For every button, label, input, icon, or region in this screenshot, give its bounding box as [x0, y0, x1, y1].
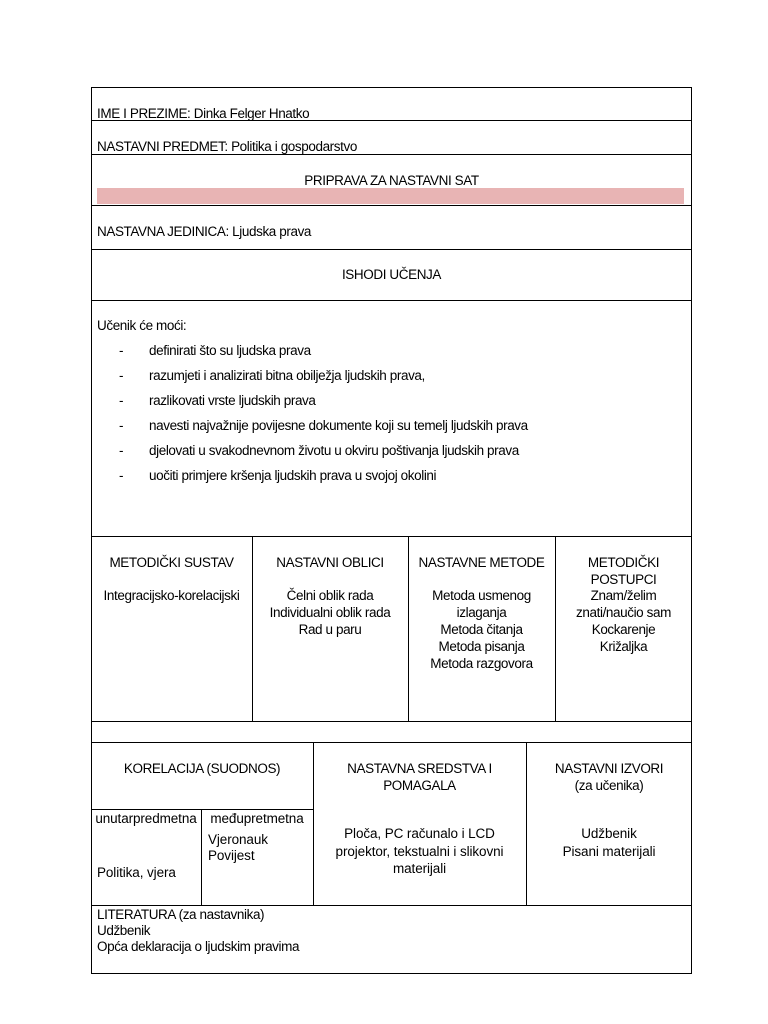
row-divider — [91, 249, 692, 250]
row-divider — [91, 809, 313, 810]
subject: NASTAVNI PREDMET: Politika i gospodarstvo — [97, 139, 357, 154]
inter-subject-label: međupretmetna — [210, 811, 304, 826]
outcomes-heading: ISHODI UČENJA — [341, 267, 442, 282]
methodical-procedures-title: POSTUPCI — [590, 572, 657, 587]
teaching-methods-title: NASTAVNE METODE — [418, 555, 545, 570]
teaching-method: Metoda razgovora — [430, 656, 533, 671]
teaching-aid: materijali — [392, 861, 446, 876]
teaching-method: Metoda pisanja — [438, 639, 525, 654]
page-title: PRIPRAVA ZA NASTAVNI SAT — [304, 173, 479, 188]
methodical-procedure: Križaljka — [599, 639, 648, 654]
literature-title: LITERATURA (za nastavnika) — [97, 907, 265, 922]
literature-item: Udžbenik — [97, 923, 151, 938]
row-divider — [91, 536, 692, 537]
teaching-method: Metoda čitanja — [440, 622, 523, 637]
intra-subject-label: unutarpredmetna — [95, 811, 197, 826]
teaching-method: izlaganja — [456, 605, 507, 620]
methodical-system-value: Integracijsko-korelacijski — [103, 588, 240, 603]
source-item: Pisani materijali — [562, 844, 656, 859]
sources-title: NASTAVNI IZVORI — [554, 761, 664, 776]
methodical-procedure: znati/naučio sam — [576, 605, 671, 620]
lesson-plan-table: IME I PREZIME: Dinka Felger Hnatko NASTAVNI PREDMET: Politika i gospodarstvo PRIPRAVA ZA NASTAVNI SAT NASTAVNA JEDINICA: Ljudska prava ISHODI UČENJA Učenik će moći: - definirati što su ljudska prava - razumjeti i analizirati bitna obilježja ljudskih prava, - razlikovati vrste ljudskih prava - navesti najvažnije povijesne dokumente koji su temelj ljudskih prava - djelovati u svakodnevnom životu u okviru poštivanja ljudskih prava - uočiti primjere kršenja ljudskih prava u svojoj okolini METODIČKI SUSTAV Integracijsko-korelacijski NASTAVNI OBLICI Čelni oblik rada Individualni oblik rada Rad u paru NASTAVNE METODE Metoda usmenog izlaganja Metoda čitanja Metoda pisanja Metoda razgovora METODIČKI POSTUPCI Znam/želim znati/naučio sam Kockarenje Križaljka KORELACIJA (SUODNOS) NASTAVNA SREDSTVA I POMAGALA NASTAVNI IZVORI (za učenika) unutarpredmetna međupretmetna Politika, vjera Vjeronauk Povijest Ploča, PC računalo i LCD projektor, tekstualni i slikovni materijali Udžbenik Pisani materijali LITERATURA (za nastavnika) Udžbenik Opća deklaracija o ljudskim pravima — [91, 87, 692, 974]
methodical-procedures-title: METODIČKI — [587, 555, 660, 570]
teaching-aids-title: POMAGALA — [383, 778, 456, 793]
teaching-form: Čelni oblik rada — [286, 588, 374, 603]
literature-item: Opća deklaracija o ljudskim pravima — [97, 939, 300, 954]
teaching-form: Rad u paru — [298, 622, 362, 637]
teaching-aid: Ploča, PC računalo i LCD — [344, 826, 495, 841]
title-highlight — [97, 188, 684, 204]
row-divider — [91, 205, 692, 206]
methodical-procedure: Kockarenje — [591, 622, 656, 637]
correlation-title: KORELACIJA (SUODNOS) — [123, 761, 281, 776]
teaching-aid: projektor, tekstualni i slikovni — [335, 844, 504, 859]
lesson-unit: NASTAVNA JEDINICA: Ljudska prava — [97, 224, 312, 239]
row-divider — [91, 300, 692, 301]
row-divider — [91, 721, 692, 722]
intra-subject-value: Politika, vjera — [97, 865, 176, 880]
sources-title: (za učenika) — [574, 778, 644, 793]
teacher-name: IME I PREZIME: Dinka Felger Hnatko — [97, 106, 310, 121]
row-divider — [91, 742, 692, 743]
outcomes-intro: Učenik će moći: — [97, 318, 187, 333]
row-divider — [91, 905, 692, 906]
teaching-form: Individualni oblik rada — [269, 605, 391, 620]
teaching-aids-title: NASTAVNA SREDSTVA I — [347, 761, 492, 776]
teaching-method: Metoda usmenog — [432, 588, 531, 603]
methodical-system-title: METODIČKI SUSTAV — [109, 555, 234, 570]
methodical-procedure: Znam/želim — [590, 588, 657, 603]
source-item: Udžbenik — [581, 826, 637, 841]
inter-subject-value: Vjeronauk — [208, 832, 268, 847]
teaching-forms-title: NASTAVNI OBLICI — [276, 555, 384, 570]
inter-subject-value: Povijest — [208, 848, 255, 863]
